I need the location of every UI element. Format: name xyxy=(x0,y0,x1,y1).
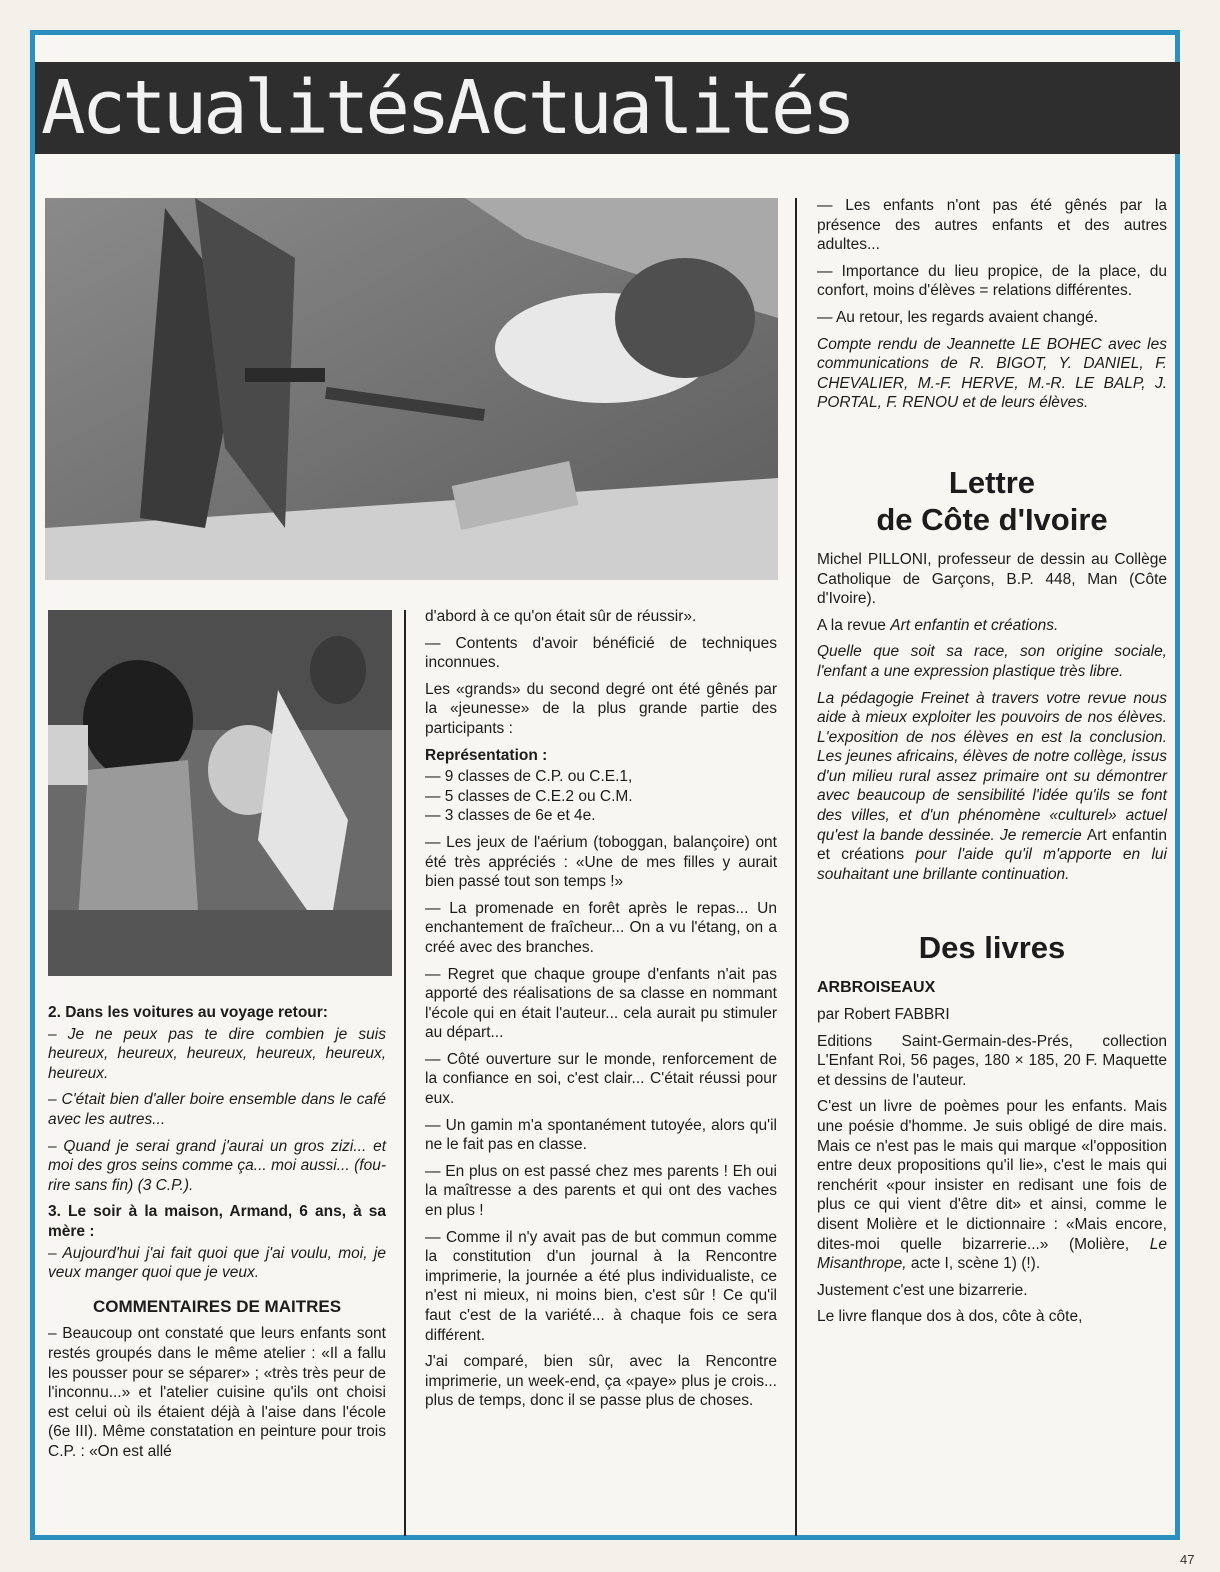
lettre-heading-line-1: Lettre xyxy=(948,464,1036,500)
item2-quote-2: – C'était bien d'aller boire ensemble dans le café avec les autres... xyxy=(48,1091,386,1128)
book-p4: Le livre flanque dos à dos, côte à côte, xyxy=(817,1308,1083,1326)
column-rule-left xyxy=(404,610,406,1536)
col2-p4: — Les jeux de l'aérium (toboggan, balançoire) ont été très appréciés : «Une de mes filles y aurait bien passé tout son temps !» xyxy=(425,833,777,891)
lettre-p4-c: pour l'aide qu'il m'apporte en lui souhaitant une brillante continuation. xyxy=(817,846,1167,883)
representation-heading: Représentation : xyxy=(425,746,548,764)
column-3 xyxy=(817,196,1167,1334)
col2-p7: — Côté ouverture sur le monde, renforcement de la confiance en soi, c'est clair... C'était réussi pour eux. xyxy=(425,1050,777,1108)
column-1 xyxy=(48,1003,386,1468)
book-author: par Robert FABBRI xyxy=(817,1006,950,1024)
lettre-p2-a: A la revue xyxy=(817,616,891,634)
representation-item-1: — 9 classes de C.P. ou C.E.1, xyxy=(425,768,633,786)
lettre-p4-b: Art enfantin et créations xyxy=(817,826,1167,864)
item3-heading: 3. Le soir à la maison, Armand, 6 ans, à sa mère : xyxy=(48,1203,386,1240)
actualites-banner xyxy=(35,62,1180,154)
book-title: ARBROISEAUX xyxy=(817,979,936,997)
column-2 xyxy=(425,607,777,1418)
item2-quote-3: – Quand je serai grand j'aurai un gros zizi... et moi des gros seins comme ça... moi aussi... (fou-rire sans fin) (3 C.P.). xyxy=(48,1137,386,1194)
book-p2-a: C'est un livre de poèmes pour les enfants. Mais une poésie d'homme. Je suis obligé de dire mais. Mais ce n'est pas le mais qui marque «l'opposition entre deux propositions qu'il lie», c'est le mais qui renchérit «pour insister en redisant une fois de plus ce qui vient d'être dit» et ainsi, comme le disent Molière et le dictionnaire : «Mais encore, dites-moi quelle bizarrerie...» (Molière, xyxy=(817,1098,1167,1253)
lettre-p4-a: La pédagogie Freinet à travers votre revue nous aide à mieux exploiter les pouvoirs de nos élèves. L'exposition de nos élèves en est la conclusion. Les jeunes africains, élèves de notre collège, issus d'un milieu rural assez primaire ont su démontrer avec beaucoup de sensibilité l'idée qu'ils se font des villes, et d'un phénomène «culturel» actuel qu'est la bande dessinée. Je remercie xyxy=(817,689,1167,844)
col2-p11: J'ai comparé, bien sûr, avec la Rencontre imprimerie, un week-end, ça «paye» plus je crois... plus de temps, donc il se passe plus de choses. xyxy=(425,1353,777,1410)
col2-p3: Les «grands» du second degré ont été gênés par la «jeunesse» de la plus grande partie des participants : xyxy=(425,680,777,737)
lettre-p3: Quelle que soit sa race, son origine sociale, l'enfant a une expression plastique très libre. xyxy=(817,643,1167,680)
book-p1: Editions Saint-Germain-des-Prés, collection L'Enfant Roi, 56 pages, 180 × 185, 20 F. Maquette et dessins de l'auteur. xyxy=(817,1032,1167,1089)
representation-item-2: — 5 classes de C.E.2 ou C.M. xyxy=(425,787,633,805)
book-p2-c: acte I, scène 1) (!). xyxy=(906,1255,1041,1273)
lettre-p2 xyxy=(817,616,1167,636)
col2-p2: — Contents d'avoir bénéficié de techniques inconnues. xyxy=(425,634,777,672)
lettre-p4 xyxy=(817,689,1167,885)
photo-children-outdoors-image xyxy=(48,610,392,976)
lettre-p1: Michel PILLONI, professeur de dessin au Collège Catholique de Garçons, B.P. 448, Man (Côte d'Ivoire). xyxy=(817,550,1167,608)
col2-p10: — Comme il n'y avait pas de but commun comme la constitution d'un journal à la Rencontre imprimerie, la journée a été plus individualiste, ce n'est ni mieux, ni moins bien, c'est sûr ! Ce qu'il faut c'est de la variété... à chaque fois ce sera différent. xyxy=(425,1228,777,1344)
livres-heading: Des livres xyxy=(918,930,1066,966)
comments-heading: COMMENTAIRES DE MAITRES xyxy=(92,1296,342,1316)
banner-title: ActualitésActualités xyxy=(41,65,853,151)
book-p3: Justement c'est une bizarrerie. xyxy=(817,1281,1028,1299)
col3-p1: — Les enfants n'ont pas été gênés par la présence des autres enfants et des autres adultes... xyxy=(817,197,1167,254)
col2-p5: — La promenade en forêt après le repas... Un enchantement de fraîcheur... On a vu l'étang, on a créé avec des branches. xyxy=(425,899,777,956)
photo-children-outdoors xyxy=(48,610,392,976)
photo-child-crafting xyxy=(45,198,778,580)
col2-p6: — Regret que chaque groupe d'enfants n'ait pas apporté des réalisations de sa classe en nommant l'école qui en était l'auteur... cela aurait pu stimuler au départ... xyxy=(425,965,777,1042)
book-p2 xyxy=(817,1097,1167,1273)
item2-heading: 2. Dans les voitures au voyage retour: xyxy=(48,1004,328,1021)
lettre-p2-b: Art enfantin et créations. xyxy=(890,616,1059,634)
page-number: 47 xyxy=(1180,1552,1195,1567)
credits: Compte rendu de Jeannette LE BOHEC avec les communications de R. BIGOT, Y. DANIEL, F. CHEVALIER, M.-F. HERVE, M.-R. LE BALP, J. PORTAL, F. RENOU et de leurs élèves. xyxy=(817,335,1167,412)
col2-p9: — En plus on est passé chez mes parents ! Eh oui la maîtresse a des parents et qui ont des vaches en plus ! xyxy=(425,1162,777,1220)
photo-child-crafting-image xyxy=(45,198,778,580)
col3-p2: — Importance du lieu propice, de la place, du confort, moins d'élèves = relations différentes. xyxy=(817,262,1167,300)
col3-p3: — Au retour, les regards avaient changé. xyxy=(817,308,1098,326)
lettre-heading-line-2: de Côte d'Ivoire xyxy=(876,501,1108,537)
col2-p8: — Un gamin m'a spontanément tutoyée, alors qu'il ne le fait pas en classe. xyxy=(425,1116,777,1154)
item2-quote-1: – Je ne peux pas te dire combien je suis heureux, heureux, heureux, heureux, heureux, heureux. xyxy=(48,1025,386,1082)
representation-item-3: — 3 classes de 6e et 4e. xyxy=(425,807,596,825)
book-p2-b: Le Misanthrope, xyxy=(817,1235,1167,1273)
col2-p1: d'abord à ce qu'on était sûr de réussir». xyxy=(425,608,697,625)
column-rule-right xyxy=(795,198,797,1536)
item3-quote: – Aujourd'hui j'ai fait quoi que j'ai voulu, moi, je veux manger quoi que je veux. xyxy=(48,1244,386,1282)
comments-text: – Beaucoup ont constaté que leurs enfants sont restés groupés dans le même atelier : «Il a fallu les pousser pour se séparer» ; «très très peur de l'inconnu...» et l'atelier cuisine qu'ils ont choisi est celui où ils étaient déjà à l'aise dans l'école (6e III). Même constatation en peinture pour trois C.P. : «On est allé xyxy=(48,1325,386,1460)
